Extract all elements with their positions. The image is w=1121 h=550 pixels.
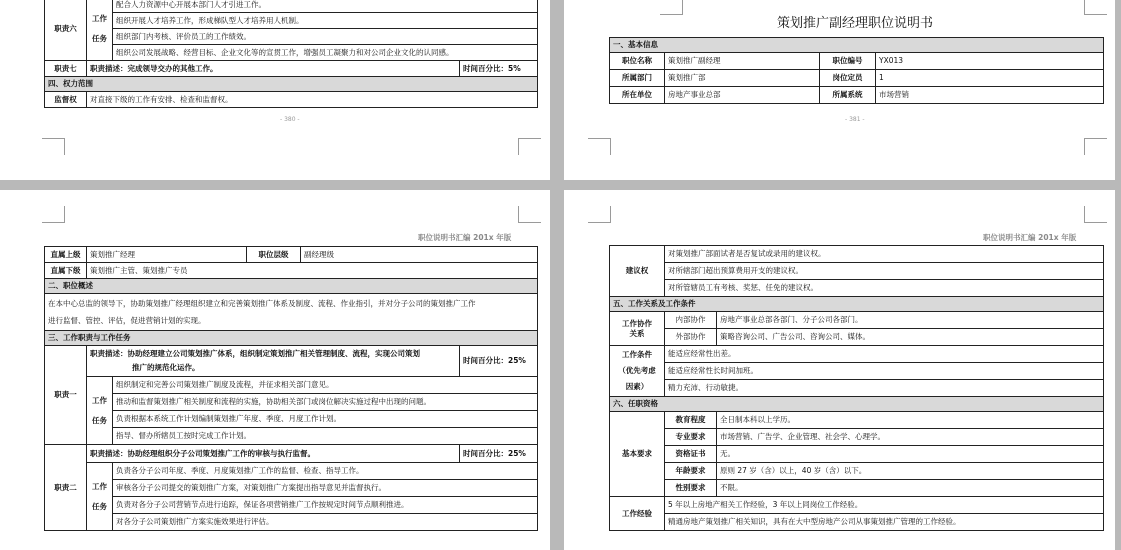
- experience-item: 精通房地产策划推广相关知识，具有在大中型房地产公司从事策划推广管理的工作经验。: [665, 514, 1104, 531]
- req-label: 资格证书: [665, 446, 717, 463]
- duty2-task: 负责对各分子公司营销节点进行追踪，保证各项营销推广工作按规定时间节点顺利推进。: [113, 497, 538, 514]
- overview-text: 在本中心总监的领导下，协助策划推广经理组织建立和完善策划推广体系及制度、流程、作业指引，并对分子公司的策划推广工作 进行监督、管控、评估，促进营销计划的实现。: [45, 294, 538, 331]
- condition-item: 能适应经常性长时间加班。: [665, 363, 1104, 380]
- suggest-label: 建议权: [610, 246, 665, 297]
- crop-mark: [42, 206, 65, 223]
- req-value: 不限。: [717, 480, 1104, 497]
- page-381: [564, 0, 1115, 180]
- crop-mark: [1084, 0, 1107, 15]
- duty1-work-task-label: 工作 任务: [87, 377, 113, 445]
- duty6-label: 职责六: [45, 0, 87, 61]
- duty2-task: 审核各分子公司提交的策划推广方案，对策划推广方案提出指导意见并监督执行。: [113, 480, 538, 497]
- page-requirements: [564, 190, 1115, 550]
- req-value: 全日制本科以上学历。: [717, 412, 1104, 429]
- duty2-work-task-label: 工作 任务: [87, 463, 113, 531]
- duty1-task: 负责根据本系统工作计划编制策划推广年度、季度、月度工作计划。: [113, 411, 538, 428]
- section-qualifications: 六、任职资格: [610, 397, 1104, 412]
- level-value: 副经理级: [301, 247, 538, 263]
- crop-mark: [518, 206, 541, 223]
- coop-label: 工作协作 关系: [610, 312, 665, 346]
- field-label: 所属部门: [610, 70, 665, 87]
- subordinate-value: 策划推广主管、策划推广专员: [87, 263, 538, 279]
- field-label: 所属系统: [820, 87, 876, 104]
- basic-info-table: [609, 37, 1104, 104]
- duty1-description: 职责描述：协助经理建立公司策划推广体系，组织制定策划推广相关管理制度、流程，实现公司策划 推广的规范化运作。: [87, 346, 460, 377]
- superior-label: 直属上级: [45, 247, 87, 263]
- crop-mark: [1084, 138, 1107, 155]
- experience-item: 5 年以上房地产相关工作经验，3 年以上同岗位工作经验。: [665, 497, 1104, 514]
- page-number: - 381 -: [845, 116, 865, 123]
- field-value: 策划推广部: [665, 70, 820, 87]
- section-overview: 二、职位概述: [45, 279, 538, 294]
- internal-label: 内部协作: [665, 312, 717, 329]
- section-relations: 五、工作关系及工作条件: [610, 297, 1104, 312]
- crop-mark: [1084, 206, 1107, 223]
- field-value: YX013: [876, 53, 1104, 70]
- condition-item: 精力充沛、行动敏捷。: [665, 380, 1104, 397]
- external-label: 外部协作: [665, 329, 717, 346]
- duty6-task: 组织公司发展战略、经营目标、企业文化等的宣贯工作，增强员工凝聚力和对公司企业文化的认同感。: [113, 45, 538, 61]
- crop-mark: [518, 138, 541, 155]
- duty1-task: 组织制定和完善公司策划推广制度及流程，并征求相关部门意见。: [113, 377, 538, 394]
- section-basic-info: 一、基本信息: [610, 38, 1104, 53]
- req-value: 无。: [717, 446, 1104, 463]
- req-value: 原则 27 岁（含）以上，40 岁（含）以下。: [717, 463, 1104, 480]
- field-value: 房地产事业总部: [665, 87, 820, 104]
- suggest-item: 对所管辖员工有考核、奖惩、任免的建议权。: [665, 280, 1104, 297]
- crop-mark: [660, 0, 683, 15]
- req-label: 教育程度: [665, 412, 717, 429]
- req-label: 性别要求: [665, 480, 717, 497]
- section-duties: 三、工作职责与工作任务: [45, 331, 538, 346]
- duty6-task: 配合人力资源中心开展本部门人才引进工作。: [113, 0, 538, 13]
- duty2-task: 负责各分子公司年度、季度、月度策划推广工作的监督、检查、指导工作。: [113, 463, 538, 480]
- duty6-task: 组织部门内考核、评价员工的工作绩效。: [113, 29, 538, 45]
- duty1-task: 推动和监督策划推广相关制度和流程的实施，协助相关部门或岗位解决实施过程中出现的问题。: [113, 394, 538, 411]
- requirements-table: [609, 245, 1104, 531]
- position-overview-table: [44, 246, 538, 531]
- running-header: 职位说明书汇编 201x 年版: [418, 233, 512, 242]
- crop-mark: [42, 138, 65, 155]
- field-label: 岗位定员: [820, 70, 876, 87]
- internal-value: 房地产事业总部各部门、分子公司各部门。: [717, 312, 1104, 329]
- supervise-text: 对直接下级的工作有安排、检查和监督权。: [87, 92, 538, 108]
- superior-value: 策划推广经理: [87, 247, 247, 263]
- suggest-item: 对策划推广部面试者是否复试或录用的建议权。: [665, 246, 1104, 263]
- experience-label: 工作经验: [610, 497, 665, 531]
- field-label: 职位编号: [820, 53, 876, 70]
- duty-six-table: [44, 0, 538, 108]
- duty1-label: 职责一: [45, 346, 87, 445]
- duty6-work-task-label: 工作 任务: [87, 0, 113, 61]
- page-duties: [0, 190, 550, 550]
- page-380: [0, 0, 550, 180]
- section-power: 四、权力范围: [45, 77, 538, 92]
- duty6-task: 组织开展人才培养工作，形成梯队型人才培养用人机制。: [113, 13, 538, 29]
- level-label: 职位层级: [247, 247, 301, 263]
- suggest-item: 对所辖部门超出预算费用开支的建议权。: [665, 263, 1104, 280]
- duty2-description: 职责描述：协助经理组织分子公司策划推广工作的审核与执行监督。: [87, 445, 460, 463]
- conditions-label: 工作条件 （优先考虑 因素）: [610, 346, 665, 397]
- req-label: 专业要求: [665, 429, 717, 446]
- running-header: 职位说明书汇编 201x 年版: [983, 233, 1077, 242]
- field-label: 职位名称: [610, 53, 665, 70]
- duty2-time-percent: 时间百分比：25%: [460, 445, 538, 463]
- field-value: 市场营销: [876, 87, 1104, 104]
- duty1-task: 指导、督办所辖员工按时完成工作计划。: [113, 428, 538, 445]
- external-value: 策略咨询公司、广告公司、咨询公司、媒体。: [717, 329, 1104, 346]
- basic-req-label: 基本要求: [610, 412, 665, 497]
- field-value: 策划推广副经理: [665, 53, 820, 70]
- crop-mark: [588, 206, 611, 223]
- supervise-label: 监督权: [45, 92, 87, 108]
- subordinate-label: 直属下级: [45, 263, 87, 279]
- field-value: 1: [876, 70, 1104, 87]
- field-label: 所在单位: [610, 87, 665, 104]
- condition-item: 能适应经常性出差。: [665, 346, 1104, 363]
- page-number: - 380 -: [280, 116, 300, 123]
- req-label: 年龄要求: [665, 463, 717, 480]
- duty1-time-percent: 时间百分比：25%: [460, 346, 538, 377]
- document-title: 策划推广副经理职位说明书: [777, 16, 934, 31]
- duty2-label: 职责二: [45, 445, 87, 531]
- crop-mark: [588, 138, 611, 155]
- duty7-time-percent: 时间百分比：5%: [460, 61, 538, 77]
- req-value: 市场营销、广告学、企业管理、社会学、心理学。: [717, 429, 1104, 446]
- duty7-label: 职责七: [45, 61, 87, 77]
- duty2-task: 对各分子公司策划推广方案实施效果进行评估。: [113, 514, 538, 531]
- duty7-description: 职责描述：完成领导交办的其他工作。: [87, 61, 460, 77]
